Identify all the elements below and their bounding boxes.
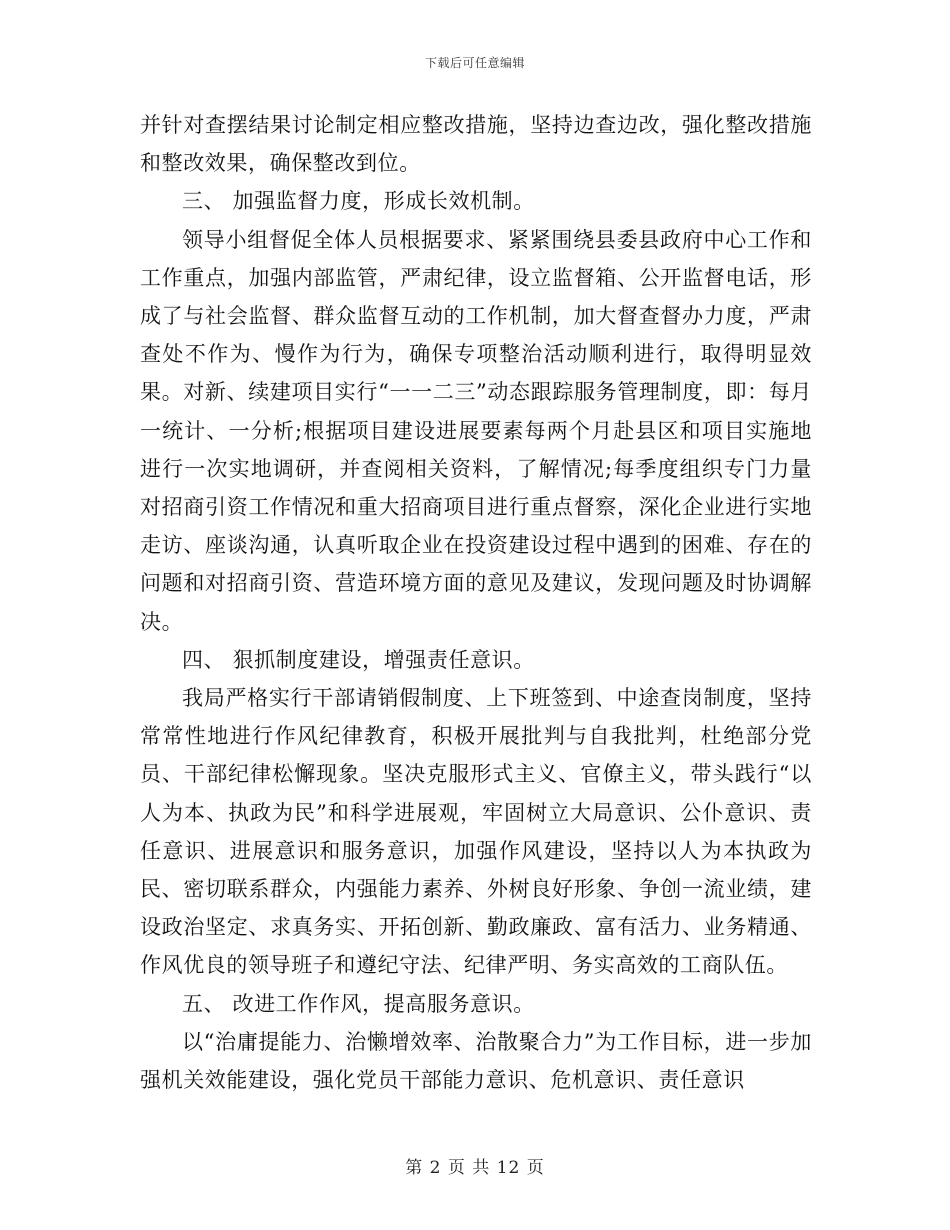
- section-heading-4: 四、 狠抓制度建设，增强责任意识。: [182, 647, 535, 672]
- page-number: 第 2 页 共 12 页: [405, 1158, 545, 1178]
- paragraph-supervision: 领导小组督促全体人员根据要求、紧紧围绕县委县政府中心工作和工作重点，加强内部监管，严肃纪律，设立监督箱、公开监督电话，形成了与社会监督、群众监督互动的工作机制，加大督查督办力度，严肃查处不作为、慢作为行为，确保专项整治活动顺利进行，取得明显效果。对新、续建项目实行“一一二三”动态跟踪服务管理制度，即：每月一统计、一分析;根据项目建设进展要素每两个月赴县区和项目实施地进行一次实地调研，并查阅相关资料，了解情况;每季度组织专门力量对招商引资工作情况和重大招商项目进行重点督察，深化企业进行实地走访、座谈沟通，认真听取企业在投资建设过程中遇到的困难、存在的问题和对招商引资、营造环境方面的意见及建议，发现问题及时协调解决。: [140, 227, 812, 634]
- section-heading-5: 五、 改进工作作风，提高服务意识。: [182, 991, 535, 1016]
- paragraph-system-building: 我局严格实行干部请销假制度、上下班签到、中途查岗制度，坚持常常性地进行作风纪律教育，积极开展批判与自我批判，杜绝部分党员、干部纪律松懈现象。坚决克服形式主义、官僚主义，带头践行“以人为本、执政为民”和科学进展观，牢固树立大局意识、公仆意识、责任意识、进展意识和服务意识，加强作风建设，坚持以人为本执政为民、密切联系群众，内强能力素养、外树良好形象、争创一流业绩，建设政治坚定、求真务实、开拓创新、勤政廉政、富有活力、业务精通、作风优良的领导班子和遵纪守法、纪律严明、务实高效的工商队伍。: [140, 686, 812, 978]
- page-header: 下载后可任意编辑: [424, 56, 525, 70]
- paragraph-work-style: 以“治庸提能力、治懒增效率、治散聚合力”为工作目标，进一步加强机关效能建设，强化党员干部能力意识、危机意识、责任意识: [140, 1029, 812, 1093]
- section-heading-3: 三、 加强监督力度，形成长效机制。: [182, 189, 535, 214]
- paragraph-continuation: 并针对查摆结果讨论制定相应整改措施，坚持边查边改，强化整改措施和整改效果，确保整改到位。: [140, 113, 812, 176]
- document-body: [140, 106, 812, 1099]
